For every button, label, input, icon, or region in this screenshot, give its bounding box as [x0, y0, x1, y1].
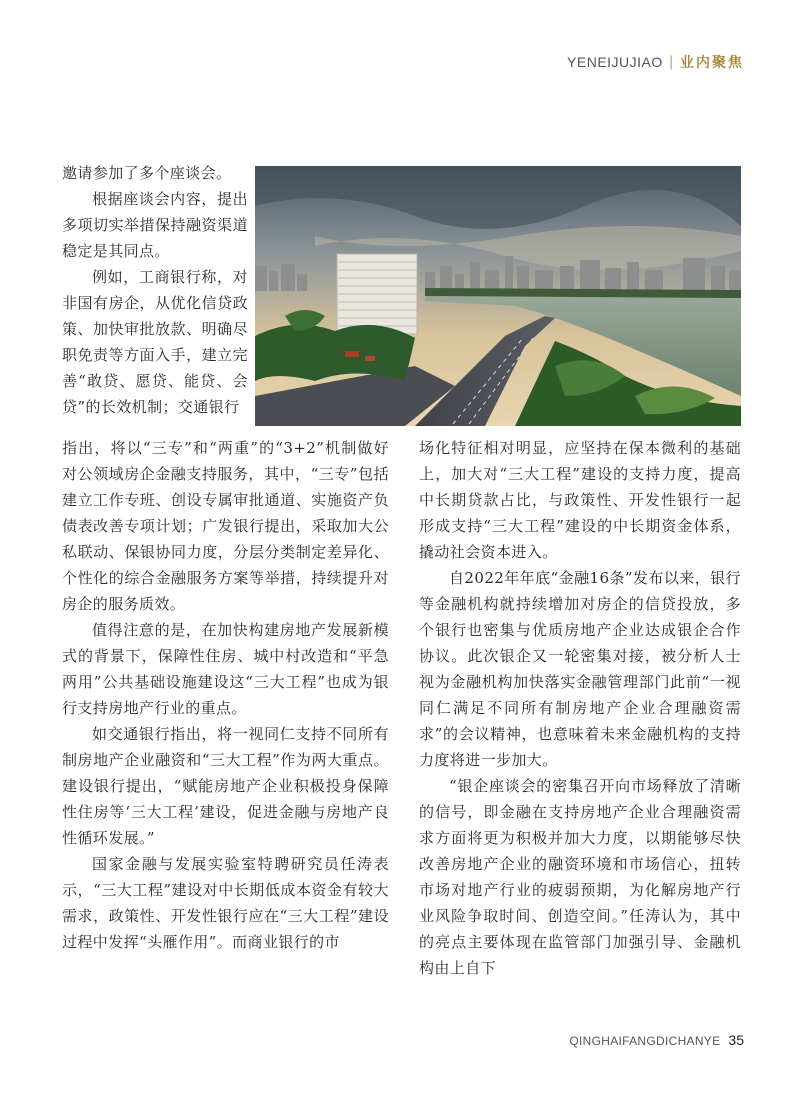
- right-column-text: [419, 435, 741, 981]
- paragraph: 根据座谈会内容，提出多项切实举措保持融资渠道稳定是其同点。: [62, 190, 248, 260]
- paragraph: 国家金融与发展实验室特聘研究员任涛表示，“三大工程”建设对中长期低成本资金有较大需求，政策性、开发性银行应在“三大工程”建设过程中发挥“头雁作用”。而商业银行的市: [62, 855, 389, 951]
- paragraph: 场化特征相对明显，应坚持在保本微利的基础上，加大对“三大工程”建设的支持力度，提高中长期贷款占比，与政策性、开发性银行一起形成支持“三大工程”建设的中长期资金体系，撬动社会资本进入。: [419, 439, 741, 561]
- paragraph: 例如，工商银行称，对非国有房企，从优化信贷政策、加快审批放款、明确尽职免责等方面入手，建立完善“敢贷、愿贷、能贷、会贷”的长效机制；交通银行: [62, 268, 248, 416]
- header-separator: |: [668, 54, 674, 70]
- page-number: 35: [728, 1032, 744, 1048]
- magazine-name: QINGHAIFANGDICHANYE: [569, 1034, 721, 1048]
- paragraph: 指出，将以“三专”和“两重”的“3+2”机制做好对公领域房企金融支持服务，其中，“三专”包括建立工作专班、创设专属审批通道、实施资产负债表改善专项计划；广发银行提出，采取加大公私联动、保银协同力度，分层分类制定差异化、个性化的综合金融服务方案等举措，持续提升对房企的服务质效。: [62, 439, 389, 613]
- left-column-bottom-text: [62, 435, 389, 955]
- paragraph: 自2022年年底“金融16条”发布以来，银行等金融机构就持续增加对房企的信贷投放，多个银行也密集与优质房地产企业达成银企合作协议。此次银企又一轮密集对接，被分析人士视为金融机构加快落实金融管理部门此前“一视同仁满足不同所有制房地产企业合理融资需求”的会议精神，也意味着未来金融机构的支持力度将进一步加大。: [419, 569, 741, 769]
- left-column-top-text: [62, 160, 248, 420]
- page-footer: [569, 1032, 744, 1048]
- paragraph: “银企座谈会的密集召开向市场释放了清晰的信号，即金融在支持房地产企业合理融资需求方面将更为积极并加大力度，以期能够尽快改善房地产企业的融资环境和市场信心，扭转市场对地产行业的疲弱预期，为化解房地产行业风险争取时间、创造空间。”任涛认为，其中的亮点主要体现在监管部门加强引导、金融机构由上自下: [419, 777, 741, 977]
- paragraph: 邀请参加了多个座谈会。: [62, 164, 232, 182]
- running-header: [567, 52, 744, 72]
- header-section-title: 业内聚焦: [680, 55, 744, 71]
- paragraph: 如交通银行指出，将一视同仁支持不同所有制房地产企业融资和“三大工程”作为两大重点。建设银行提出，“赋能房地产企业积极投身保障性住房等‘三大工程’建设，促进金融与房地产良性循环发展。”: [62, 725, 389, 847]
- city-skyline-photo: [255, 166, 741, 426]
- header-brand: YENEIJUJIAO: [567, 54, 663, 70]
- paragraph: 值得注意的是，在加快构建房地产发展新模式的背景下，保障性住房、城中村改造和“平急两用”公共基础设施建设这“三大工程”也成为银行支持房地产行业的重点。: [62, 621, 389, 717]
